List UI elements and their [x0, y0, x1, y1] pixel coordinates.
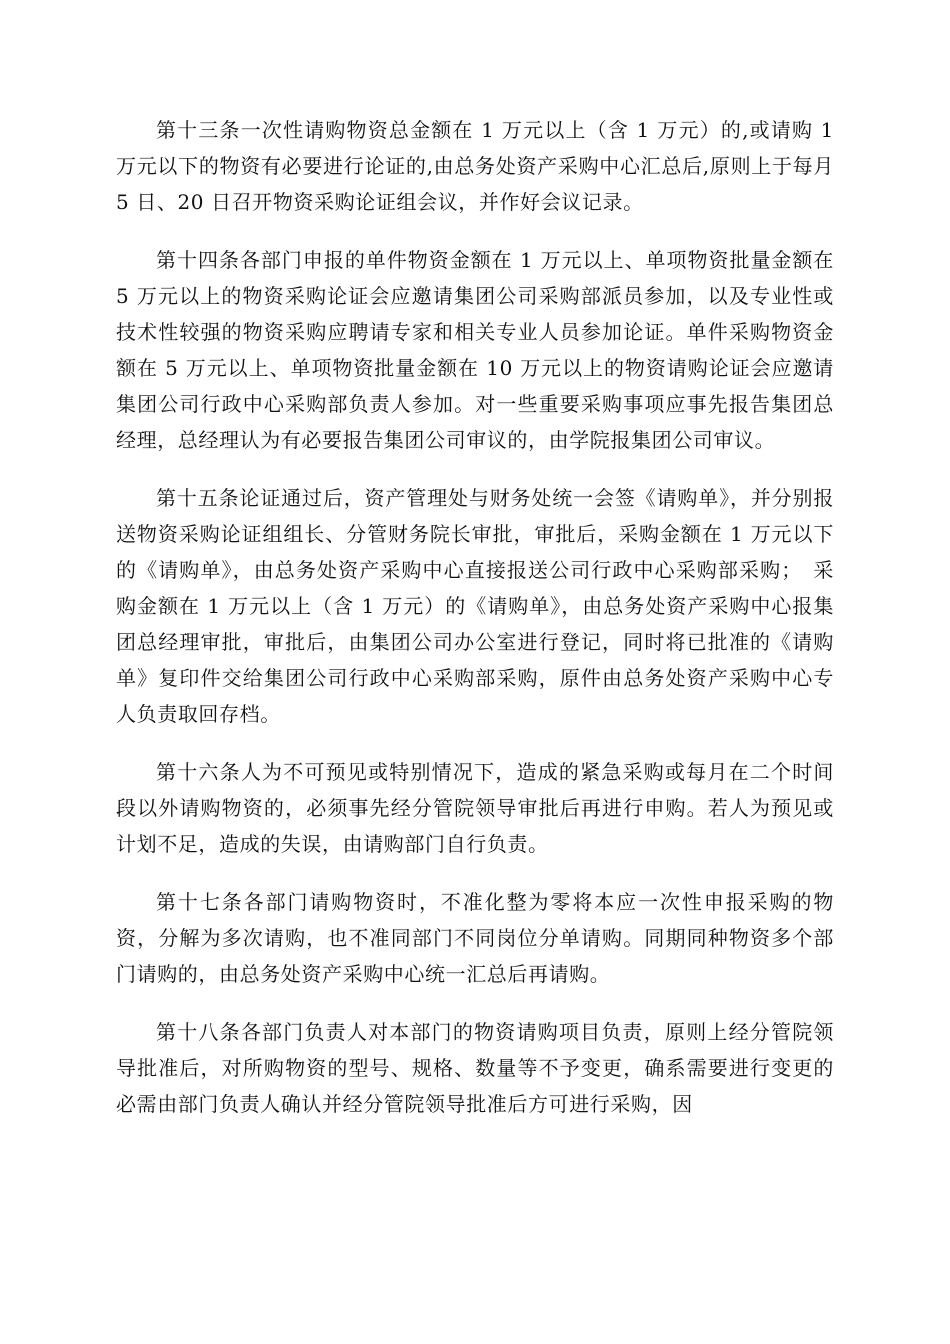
article-14-paragraph: 第十四条各部门申报的单件物资金额在 1 万元以上、单项物资批量金额在 5 万元以上的物资采购论证会应邀请集团公司采购部派员参加，以及专业性或技术性较强的物资采购应聘请专家和相关专业人员参加论证。单件采购物资金额在 5 万元以上、单项物资批量金额在 10 万元以上的物资请购论证会应邀请集团公司行政中心采购部负责人参加。对一些重要采购事项应事先报告集团总经理，总经理认为有必要报告集团公司审议的，由学院报集团公司审议。 [116, 248, 834, 452]
article-15-paragraph: 第十五条论证通过后，资产管理处与财务处统一会签《请购单》，并分别报送物资采购论证组组长、分管财务院长审批，审批后，采购金额在 1 万元以下的《请购单》，由总务处资产采购中心直接报送公司行政中心采购部采购； 采购金额在 1 万元以上（含 1 万元）的《请购单》，由总务处资产采购中心报集团总经理审批，审批后，由集团公司办公室进行登记，同时将已批准的《请购单》复印件交给集团公司行政中心采购部采购，原件由总务处资产采购中心专人负责取回存档。 [116, 486, 834, 726]
article-18-paragraph: 第十八条各部门负责人对本部门的物资请购项目负责，原则上经分管院领导批准后，对所购物资的型号、规格、数量等不予变更，确系需要进行变更的必需由部门负责人确认并经分管院领导批准后方可进行采购，因 [116, 1020, 834, 1116]
article-17-paragraph: 第十七条各部门请购物资时，不准化整为零将本应一次性申报采购的物资，分解为多次请购，也不准同部门不同岗位分单请购。同期同种物资多个部门请购的，由总务处资产采购中心统一汇总后再请购。 [116, 890, 834, 986]
article-16-paragraph: 第十六条人为不可预见或特别情况下，造成的紧急采购或每月在二个时间段以外请购物资的，必须事先经分管院领导审批后再进行申购。若人为预见或计划不足，造成的失误，由请购部门自行负责。 [116, 760, 834, 856]
article-13-paragraph: 第十三条一次性请购物资总金额在 1 万元以上（含 1 万元）的,或请购 1 万元以下的物资有必要进行论证的,由总务处资产采购中心汇总后,原则上于每月 5 日、20 日召开物资采购论证组会议，并作好会议记录。 [116, 118, 834, 214]
document-page [116, 112, 834, 1144]
